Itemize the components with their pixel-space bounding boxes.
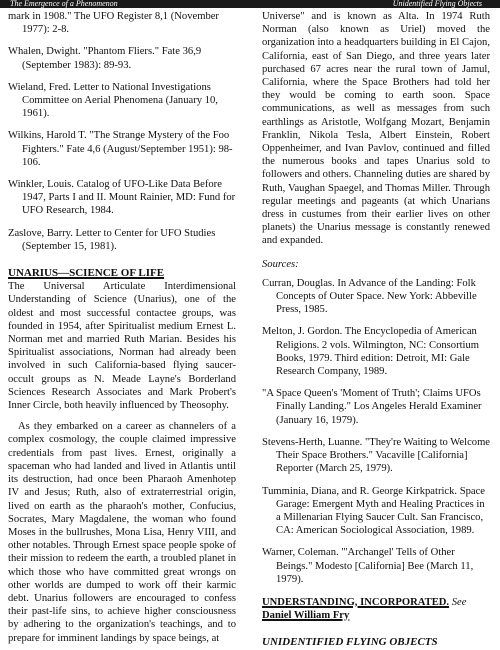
reference-entry: Winkler, Louis. Catalog of UFO-Like Data Before 1947, Parts I and II. Mount Rainier, MD: Fund for UFO Research, 1984. xyxy=(8,179,236,217)
source-entry: Tumminia, Diana, and R. George Kirkpatrick. Space Garage: Emergent Myth and Healing Practices in a Millenarian Flying Saucer Cult. San Francisco, CA: American Sociological Association, 1989. xyxy=(262,485,486,537)
body-paragraph: As they embarked on a career as channelers of a complex cosmology, the couple claimed impressive credentials from past lives. Ernest, originally a spaceman who had landed and lived in Atlantis until its destruction, had once been Pharaoh Amenhotep IV and Jesus; Ruth, also of extraterrestrial origin, lived on earth as the pharaoh's mother, Confucius, Socrates, Mary Magdalene, the woman who found Moses in the bullrushes, Mona Lisa, Henry VIII, and other notables. Through Ernest space people spoke of their mission to redeem the earth, a troubled planet in which those who have committed great wrongs on other worlds are dumped to work off their karmic debt. Unarius followers are encouraged to confess their past-life sins, to achieve higher consciousness by adhering to the organization's teachings, and to prepare for imminent landings by space beings, at xyxy=(8,421,236,644)
crossref-target: Daniel William Fry xyxy=(262,610,350,622)
section-heading-unarius: UNARIUS—SCIENCE OF LIFE xyxy=(8,267,165,280)
reference-entry: Wieland, Fred. Letter to National Investigations Committee on Aerial Phenomena (January 10, 1961). xyxy=(8,81,218,120)
right-column xyxy=(262,10,490,650)
reference-entry: Zaslove, Barry. Letter to Center for UFO Studies (September 15, 1981). xyxy=(8,227,216,252)
section-heading-ufo: UNIDENTIFIED FLYING OBJECTS xyxy=(262,636,438,649)
body-paragraph: Universe" and is known as Alta. In 1974 Ruth Norman (also known as Uriel) moved the organization into a headquarters building in El Cajon, California, east of San Diego, and three years later purchased 67 acres near the rural town of Jamul, California, where the Space Brothers had told her they would be coming to earth soon. Space communications, as well as messages from such earthlings as Aristotle, Wolfgang Mozart, Benjamin Franklin, Nikola Tesla, Albert Einstein, Robert Oppenheimer, and Ivan Pavlov, continued and filled the numerous books and tapes Unarius sold to followers and others. Channeling duties are shared by Ruth, Vaughan Spaegel, and Thomas Miller. Through regular meetings and pageants (at which Unarians dress in custumes from their earlier lives on other planets) the Unarius message is constantly renewed and expanded. xyxy=(262,11,490,247)
source-entry: Curran, Douglas. In Advance of the Landing: Folk Concepts of Outer Space. New York: Abbeville Press, 1985. xyxy=(262,277,477,316)
reference-entry: Wilkins, Harold T. "The Strange Mystery of the Foo Fighters." Fate 4,6 (August/September 1951): 98-106. xyxy=(8,130,233,168)
sources-label: Sources: xyxy=(262,258,299,270)
source-entry: Warner, Coleman. "'Archangel' Tells of Other Beings." Modesto [California] Bee (March 11, 1979). xyxy=(262,547,474,585)
running-head xyxy=(0,0,500,8)
crossref-title: UNDERSTANDING, INCORPORATED. xyxy=(262,596,450,608)
source-entry: "A Space Queen's 'Moment of Truth'; Claims UFOs Finally Landing." Los Angeles Herald Examiner (January 16, 1979). xyxy=(262,388,482,426)
source-entry: Stevens-Herth, Luanne. "They're Waiting to Welcome Their Space Brothers." Vacaville [California] Reporter (March 25, 1979). xyxy=(262,436,491,475)
running-head-left: The Emergence of a Phenomenon xyxy=(10,0,118,8)
cross-reference xyxy=(262,596,490,622)
reference-entry: Whalen, Dwight. "Phantom Fliers." Fate 36,9 (September 1983): 89-93. xyxy=(8,46,202,71)
body-paragraph: The Universal Articulate Interdimensional Understanding of Science (Unarius), one of the oldest and most successful contactee groups, was founded in 1954, after Spiritualist medium Ernest L. Norman met and married Ruth Marian. Besides his Spiritualist associations, Norman had already been involved in such California-based flying saucer-occult groups as N. Meade Layne's Borderland Sciences Research Associates and Mark Probert's Inner Circle, both heavily influenced by Theosophy. xyxy=(8,281,236,412)
running-head-right: Unidentified Flying Objects xyxy=(392,0,482,8)
crossref-see: See xyxy=(451,596,467,608)
reference-entry: mark in 1908." The UFO Register 8,1 (November 1977): 2-8. xyxy=(8,11,219,36)
left-column xyxy=(8,10,236,645)
source-entry: Melton, J. Gordon. The Encyclopedia of American Religions. 2 vols. Wilmington, NC: Consortium Books, 1979. Third edition: Detroit, MI: Gale Research Company, 1989. xyxy=(262,326,480,378)
